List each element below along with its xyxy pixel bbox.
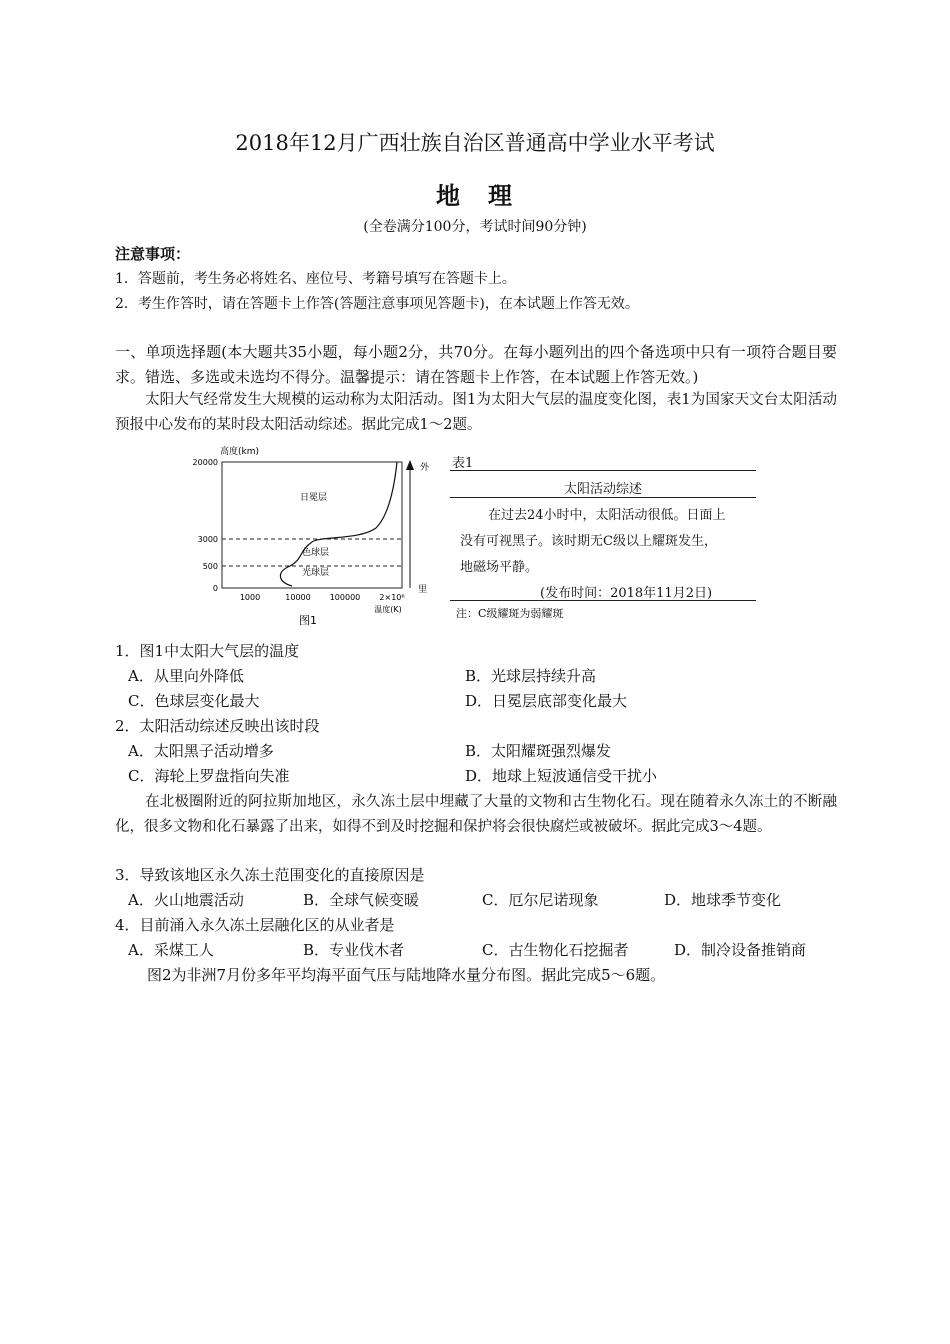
table-1-mid-rule: [450, 497, 756, 498]
table-1-line-2: 没有可视黑子。该时期无C级以上耀斑发生，: [460, 534, 717, 549]
section-1-instruction: 一、单项选择题(本大题共35小题，每小题2分，共70分。在每小题列出的四个备选项中只有一项符合题目要求。错选、多选或未选均不得分。温馨提示：请在答题卡上作答，在本试题上作答无效。): [115, 343, 837, 386]
q4-stem: 4．目前涌入永久冻土层融化区的从业者是: [115, 916, 395, 934]
table-1-top-rule: [450, 470, 756, 471]
q2-option-c: C．海轮上罗盘指向失准: [128, 767, 290, 785]
table-1-label: 表1: [452, 456, 474, 471]
x-tick-2e6: 2×10⁶: [379, 593, 405, 602]
q4-option-a: A．采煤工人: [128, 941, 214, 959]
outward-arrow-head: [406, 460, 414, 470]
q4-option-b: B．专业伐木者: [303, 941, 405, 959]
q3-option-a: A．火山地震活动: [128, 891, 244, 909]
subject-title: 地 理: [436, 181, 514, 210]
table-1-line-3: 地磁场平静。: [460, 560, 539, 575]
arrow-label-outer: 外: [420, 463, 430, 473]
passage-intro-3: 图2为非洲7月份多年平均海平面气压与陆地降水量分布图。据此完成5～6题。: [147, 966, 666, 984]
y-tick-3000: 3000: [197, 535, 218, 544]
q1-option-a: A．从里向外降低: [128, 667, 244, 685]
q2-stem: 2．太阳活动综述反映出该时段: [115, 717, 320, 735]
table-1-header: 太阳活动综述: [563, 482, 642, 497]
exam-title: 2018年12月广西壮族自治区普通高中学业水平考试: [235, 131, 715, 155]
x-axis-label: 温度(K): [374, 605, 402, 614]
table-1-note: 注：C级耀斑为弱耀斑: [456, 607, 564, 620]
notice-item-1: 1．答题前，考生务必将姓名、座位号、考籍号填写在答题卡上。: [115, 271, 516, 287]
q4-option-c: C．古生物化石挖掘者: [482, 941, 629, 959]
layer-chromosphere-label: 色球层: [302, 548, 330, 558]
y-tick-20000: 20000: [192, 458, 218, 467]
y-tick-500: 500: [202, 562, 218, 571]
x-tick-100000: 100000: [329, 593, 361, 602]
layer-corona-label: 日冕层: [300, 493, 328, 503]
q1-option-b: B．光球层持续升高: [465, 667, 597, 685]
notice-heading: 注意事项：: [115, 245, 191, 263]
x-tick-1000: 1000: [239, 593, 261, 602]
notice-item-2: 2．考生作答时，请在答题卡上作答(答题注意事项见答题卡)，在本试题上作答无效。: [115, 296, 639, 312]
q2-option-d: D．地球上短波通信受干扰小: [465, 767, 658, 785]
q2-option-b: B．太阳耀斑强烈爆发: [465, 742, 612, 760]
y-tick-0: 0: [212, 584, 218, 593]
exam-score-time-note: (全卷满分100分，考试时间90分钟): [363, 219, 587, 235]
passage-intro-1: 太阳大气经常发生大规模的运动称为太阳活动。图1为太阳大气层的温度变化图，表1为国家天文台太阳活动预报中心发布的某时段太阳活动综述。据此完成1～2题。: [115, 392, 837, 433]
q2-option-a: A．太阳黑子活动增多: [128, 742, 274, 760]
table-1-date: (发布时间：2018年11月2日): [540, 586, 713, 601]
q3-option-c: C．厄尔尼诺现象: [482, 891, 599, 909]
table-1-bottom-rule: [450, 600, 756, 601]
x-tick-10000: 10000: [285, 593, 311, 602]
figure-1-caption: 图1: [299, 614, 317, 627]
layer-photosphere-label: 光球层: [302, 568, 330, 578]
y-axis-label: 高度(km): [220, 447, 260, 457]
q4-option-d: D．制冷设备推销商: [674, 941, 807, 959]
table-1-line-1: 在过去24小时中，太阳活动很低。日面上: [488, 508, 726, 523]
q3-option-b: B．全球气候变暖: [303, 891, 420, 909]
arrow-label-inner: 里: [418, 585, 428, 595]
q1-stem: 1．图1中太阳大气层的温度: [115, 642, 300, 660]
q1-option-c: C．色球层变化最大: [128, 692, 260, 710]
q3-option-d: D．地球季节变化: [664, 891, 782, 909]
passage-intro-2: 在北极圈附近的阿拉斯加地区，永久冻土层中埋藏了大量的文物和古生物化石。现在随着永久冻土的不断融化，很多文物和化石暴露了出来，如得不到及时挖掘和保护将会很快腐烂或被破坏。据此完成3～4题。: [115, 794, 837, 835]
temperature-curve: [280, 462, 397, 586]
figure-1-temperature-chart: [180, 440, 430, 630]
q3-stem: 3．导致该地区永久冻土范围变化的直接原因是: [115, 866, 425, 884]
q1-option-d: D．日冕层底部变化最大: [465, 692, 628, 710]
